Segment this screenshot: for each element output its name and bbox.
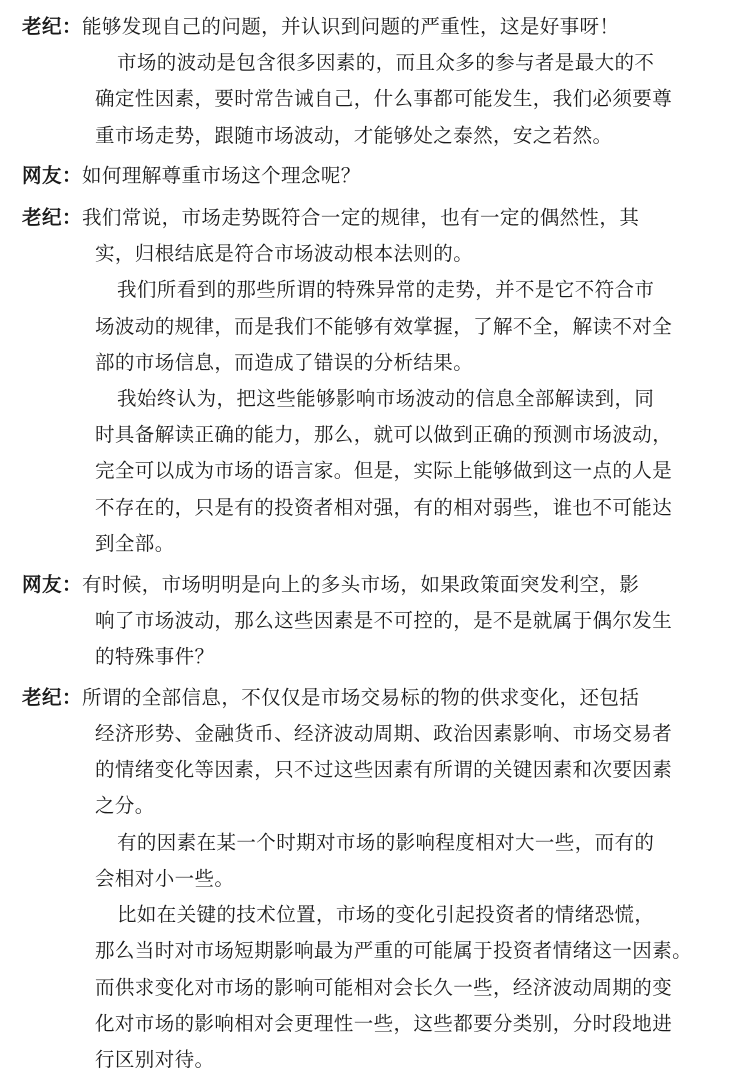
paragraph-line: 化对市场的影响相对会更理性一些，这些都要分类别，分时段地进 xyxy=(95,1012,673,1035)
paragraph-line: 场波动的规律，而是我们不能够有效掌握，了解不全，解读不对全 xyxy=(95,315,673,338)
paragraph-line: 经济形势、金融货币、经济波动周期、政治因素影响、市场交易者 xyxy=(95,722,673,745)
paragraph-line: 的情绪变化等因素，只不过这些因素有所谓的关键因素和次要因素 xyxy=(95,758,673,781)
speaker-label: 老纪： xyxy=(22,15,83,38)
line-text: 如何理解尊重市场这个理念呢？ xyxy=(82,164,361,187)
dialogue-line xyxy=(22,573,639,597)
dialogue-line xyxy=(22,206,639,230)
paragraph-line: 会相对小一些。 xyxy=(95,867,235,890)
paragraph-line: 而供求变化对市场的影响可能相对会长久一些，经济波动周期的变 xyxy=(95,976,673,999)
dialogue-line xyxy=(22,164,361,188)
paragraph-line: 那么当时对市场短期影响最为严重的可能属于投资者情绪这一因素。 xyxy=(95,939,693,962)
paragraph-line: 部的市场信息，而造成了错误的分析结果。 xyxy=(95,351,474,374)
paragraph-line: 重市场走势，跟随市场波动，才能够处之泰然，安之若然。 xyxy=(95,124,613,147)
paragraph-line: 不存在的，只是有的投资者相对强，有的相对弱些，谁也不可能达 xyxy=(95,496,673,519)
line-text: 能够发现自己的问题，并认识到问题的严重性，这是好事呀！ xyxy=(82,15,620,38)
paragraph-line: 市场的波动是包含很多因素的，而且众多的参与者是最大的不 xyxy=(117,51,655,74)
speaker-label: 网友： xyxy=(22,164,83,187)
paragraph-line: 我始终认为，把这些能够影响市场波动的信息全部解读到，同 xyxy=(117,387,655,410)
dialogue-line xyxy=(22,686,639,710)
speaker-label: 老纪： xyxy=(22,686,83,709)
paragraph-line: 比如在关键的技术位置，市场的变化引起投资者的情绪恐慌， xyxy=(117,903,655,926)
paragraph-line: 完全可以成为市场的语言家。但是，实际上能够做到这一点的人是 xyxy=(95,459,673,482)
line-text: 有时候，市场明明是向上的多头市场，如果政策面突发利空，影 xyxy=(82,573,640,596)
paragraph-line: 有的因素在某一个时期对市场的影响程度相对大一些，而有的 xyxy=(117,831,655,854)
paragraph-line: 时具备解读正确的能力，那么，就可以做到正确的预测市场波动， xyxy=(95,423,673,446)
dialogue-line xyxy=(22,15,619,39)
paragraph-line: 之分。 xyxy=(95,794,155,817)
paragraph-line: 实，归根结底是符合市场波动根本法则的。 xyxy=(95,242,474,265)
paragraph-line: 到全部。 xyxy=(95,532,175,555)
line-text: 我们常说，市场走势既符合一定的规律，也有一定的偶然性，其 xyxy=(82,206,640,229)
paragraph-line: 响了市场波动，那么这些因素是不可控的，是不是就属于偶尔发生 xyxy=(95,609,673,632)
paragraph-line: 我们所看到的那些所谓的特殊异常的走势，并不是它不符合市 xyxy=(117,278,655,301)
paragraph-line: 行区别对待。 xyxy=(95,1048,215,1071)
speaker-label: 老纪： xyxy=(22,206,83,229)
paragraph-line: 的特殊事件？ xyxy=(95,645,215,668)
line-text: 所谓的全部信息，不仅仅是市场交易标的物的供求变化，还包括 xyxy=(82,686,640,709)
speaker-label: 网友： xyxy=(22,573,83,596)
paragraph-line: 确定性因素，要时常告诫自己，什么事都可能发生，我们必须要尊 xyxy=(95,87,673,110)
